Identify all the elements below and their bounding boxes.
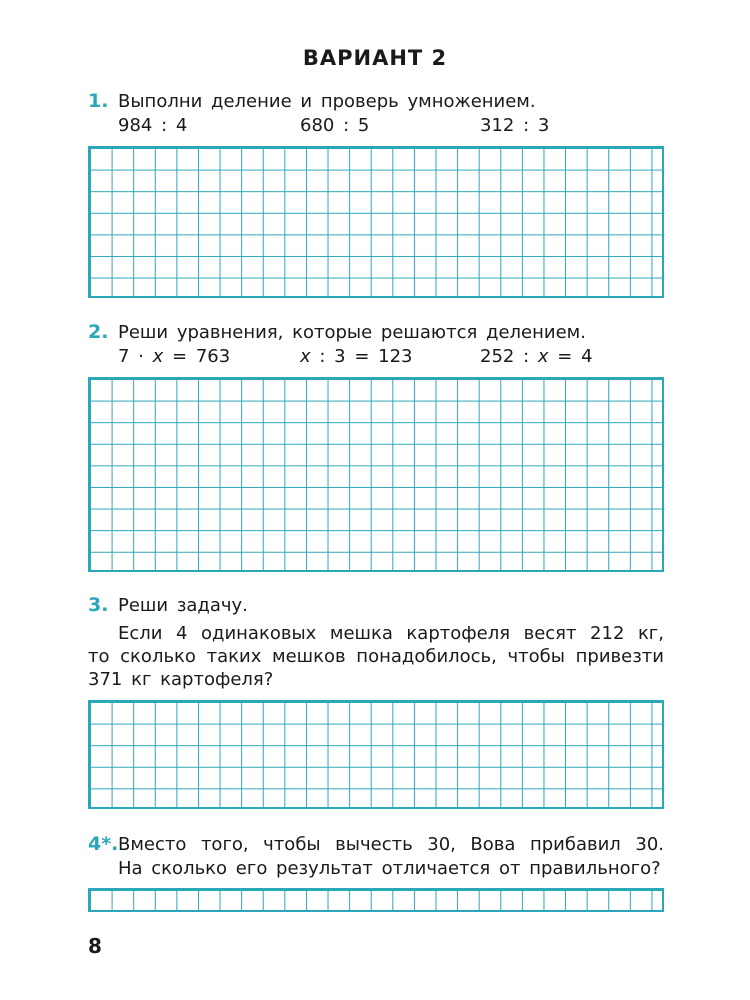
task-4-number: 4*. (88, 833, 119, 855)
task-4-line-2: На сколько его результат отличается от правильного? (118, 858, 661, 879)
task-3-answer-grid[interactable] (88, 700, 664, 809)
eq2-right: : 3 = 123 (319, 346, 413, 367)
task-1-text: Выполни деление и проверь умножением. (118, 91, 536, 112)
eq1-left: 7 · (118, 346, 144, 367)
task-1-expression-3: 312 : 3 (480, 115, 550, 136)
eq3-right: = 4 (557, 346, 593, 367)
task-2-equation-2 (300, 346, 413, 367)
task-2-number: 2. (88, 321, 109, 343)
page-title: ВАРИАНТ 2 (302, 46, 448, 70)
task-2-equation-1 (118, 346, 230, 367)
task-1-answer-grid[interactable] (88, 146, 664, 298)
task-3-line-1: Если 4 одинаковых мешка картофеля весят 212 кг, (118, 623, 664, 644)
task-4-line-1: Вместо того, чтобы вычесть 30, Вова прибавил 30. (118, 834, 664, 855)
task-3-number: 3. (88, 594, 109, 616)
task-3-line-2: то сколько таких мешков понадобилось, чтобы привезти (88, 646, 664, 667)
task-3-line-3: 371 кг картофеля? (88, 669, 274, 690)
eq3-left: 252 : (480, 346, 530, 367)
task-2-equation-3 (480, 346, 593, 367)
task-2-answer-grid[interactable] (88, 377, 664, 572)
eq2-variable: x (300, 346, 311, 367)
task-2-text: Реши уравнения, которые решаются делением. (118, 322, 586, 343)
eq3-variable: x (537, 346, 549, 367)
task-4-answer-grid[interactable] (88, 888, 664, 912)
task-3-text: Реши задачу. (118, 595, 248, 616)
eq1-right: = 763 (172, 346, 231, 367)
task-1-expression-2: 680 : 5 (300, 115, 370, 136)
eq1-variable: x (152, 346, 164, 367)
page-number: 8 (88, 934, 102, 958)
task-1-number: 1. (88, 90, 109, 112)
task-1-expression-1: 984 : 4 (118, 115, 188, 136)
